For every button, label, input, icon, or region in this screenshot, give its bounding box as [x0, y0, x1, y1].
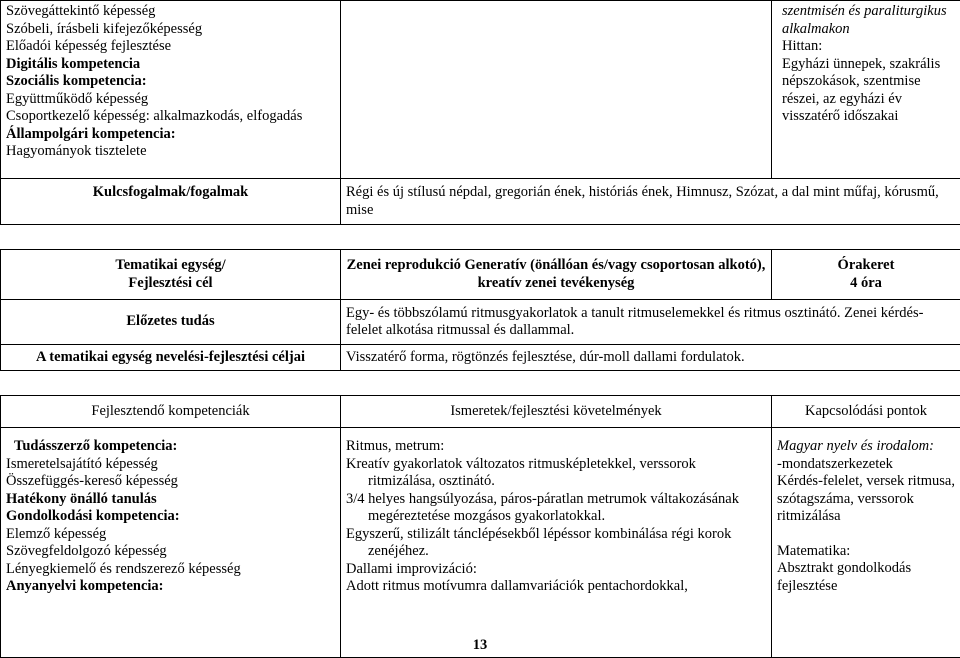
key-concepts-text: Régi és új stílusú népdal, gregorián ének, históriás ének, Himnusz, Szózat, a dal mint műfaj, kórusmű, mise [341, 179, 960, 225]
list-item: Digitális kompetencia [6, 56, 335, 74]
empty-cell [341, 1, 772, 179]
list-item: Állampolgári kompetencia: [6, 126, 335, 144]
list-item: Hagyományok tisztelete [6, 143, 335, 161]
prior-knowledge-label: Előzetes tudás [1, 300, 341, 345]
list-item: Absztrakt gondolkodás fejlesztése [777, 560, 955, 595]
list-item: Hatékony önálló tanulás [6, 491, 335, 509]
list-item: Csoportkezelő képesség: alkalmazkodás, elfogadás [6, 108, 335, 126]
list-item: Szociális kompetencia: [6, 73, 335, 91]
list-item: -mondatszerkezetek [777, 456, 955, 474]
unit-label-line: Tematikai egység/ [6, 257, 335, 275]
prior-knowledge-text: Egy- és többszólamú ritmusgyakorlatok a tanult ritmuselemekkel és ritmus osztinátó. Zenei kérdés-felelet alkotása ritmussal és dallammal. [341, 300, 960, 345]
list-item: Kérdés-felelet, versek ritmusa, szótagszáma, verssorok ritmizálása [777, 473, 955, 526]
spacer [777, 526, 955, 543]
list-item: Magyar nyelv és irodalom: [777, 438, 955, 456]
header-links: Kapcsolódási pontok [772, 396, 960, 428]
list-item: Egyszerű, stilizált tánclépésekből lépéssor kombinálása régi korok zenéjéhez. [346, 526, 766, 561]
unit-label-line: Fejlesztési cél [6, 275, 335, 293]
hours-cell [772, 250, 960, 300]
unit-label [1, 250, 341, 300]
links-list [772, 428, 960, 658]
list-item: Szövegfeldolgozó képesség [6, 543, 335, 561]
links-top [772, 1, 960, 179]
list-item: Előadói képesség fejlesztése [6, 38, 335, 56]
list-item: Kreatív gyakorlatok változatos ritmusképletekkel, verssorok ritmizálása, osztinátó. [346, 456, 766, 491]
list-item: Elemző képesség [6, 526, 335, 544]
header-requirements: Ismeretek/fejlesztési követelmények [341, 396, 772, 428]
header-competences: Fejlesztendő kompetenciák [1, 396, 341, 428]
list-item: Gondolkodási kompetencia: [6, 508, 335, 526]
list-item: Egyházi ünnepek, szakrális népszokások, szentmise részei, az egyházi év visszatérő időszakai [782, 56, 955, 126]
list-item: Tudásszerző kompetencia: [6, 438, 335, 456]
key-concepts-label: Kulcsfogalmak/fogalmak [1, 179, 341, 225]
list-item: Matematika: [777, 543, 955, 561]
list-item: Hittan: [782, 38, 955, 56]
list-item: Adott ritmus motívumra dallamvariációk pentachordokkal, [346, 578, 766, 596]
list-item: Anyanyelvi kompetencia: [6, 578, 335, 596]
list-item: Dallami improvizáció: [346, 561, 766, 579]
page-number: 13 [0, 637, 960, 654]
main-table [0, 395, 960, 658]
unit-table [0, 249, 960, 371]
competence-list-top [1, 1, 341, 179]
list-item: Lényegkiemelő és rendszerező képesség [6, 561, 335, 579]
list-item: Együttműködő képesség [6, 91, 335, 109]
list-item: Összefüggés-kereső képesség [6, 473, 335, 491]
requirements-list [341, 428, 772, 658]
list-item: Ismeretelsajátító képesség [6, 456, 335, 474]
competence-list [1, 428, 341, 658]
list-item: Ritmus, metrum: [346, 438, 766, 456]
list-item: szentmisén és paraliturgikus alkalmakon [782, 3, 955, 38]
goals-text: Visszatérő forma, rögtönzés fejlesztése, dúr-moll dallami fordulatok. [341, 345, 960, 371]
list-item: 3/4 helyes hangsúlyozása, páros-páratlan metrumok váltakozásának megéreztetése mozgásos gyakorlatokkal. [346, 491, 766, 526]
goals-label: A tematikai egység nevelési-fejlesztési céljai [1, 345, 341, 371]
list-item: Szóbeli, írásbeli kifejezőképesség [6, 21, 335, 39]
hours-label: Órakeret [777, 257, 955, 275]
hours-value: 4 óra [777, 275, 955, 293]
list-item: Szövegáttekintő képesség [6, 3, 335, 21]
unit-title: Zenei reprodukció Generatív (önállóan és/vagy csoportosan alkotó), kreatív zenei tevékenység [341, 250, 772, 300]
top-table [0, 0, 960, 225]
